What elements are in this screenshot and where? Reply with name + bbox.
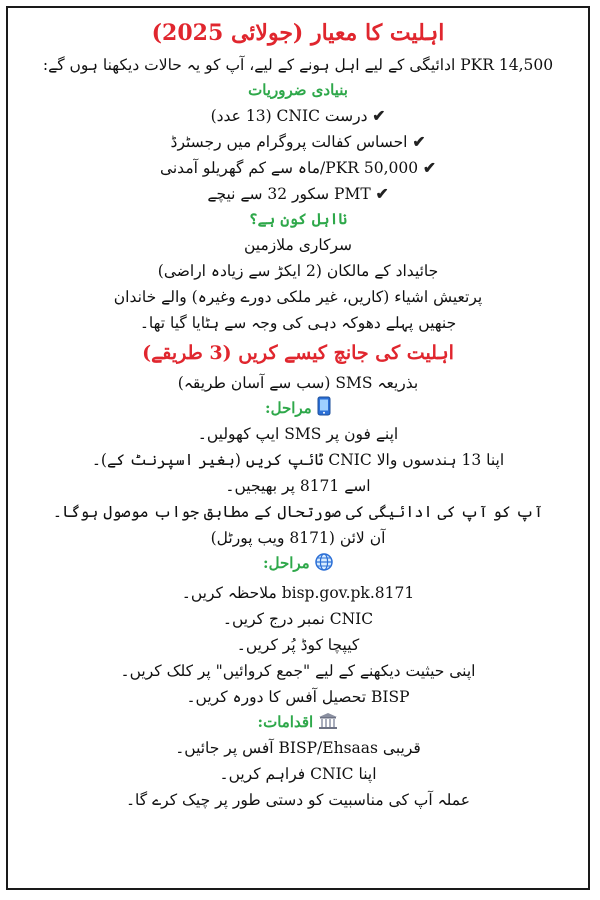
- office-building-icon: [318, 712, 338, 730]
- check-mark-icon: ✔: [372, 106, 386, 125]
- office-step: اپنا CNIC فراہم کریں۔: [219, 765, 377, 783]
- basic-item-text: احساس کفالت پروگرام میں رجسٹرڈ: [170, 133, 408, 151]
- sms-step: اپنے فون پر SMS ایپ کھولیں۔: [197, 425, 399, 443]
- office-step: عملہ آپ کی مناسبیت کو دستی طور پر چیک کرے گا۔: [125, 791, 471, 809]
- sms-steps-heading: [8, 396, 588, 421]
- ineligible-item: جنھیں پہلے دھوکہ دہی کی وجہ سے ہٹایا گیا تھا۔: [139, 314, 457, 332]
- web-step: bisp.gov.pk.8171 ملاحظہ کریں۔: [181, 584, 415, 602]
- basic-item: [8, 155, 588, 181]
- mobile-phone-icon: [317, 396, 331, 416]
- check-mark-icon: ✔: [375, 184, 389, 203]
- sms-step: آپ کو آپ کی ادائیگی کی صورتحال کے مطابق جواب موصول ہوگا۔: [52, 503, 544, 521]
- basic-item-text: PKR 50,000/ماہ سے کم گھریلو آمدنی: [159, 159, 419, 177]
- page-frame: [6, 6, 590, 890]
- globe-icon: [315, 553, 333, 571]
- web-step: اپنی حیثیت دیکھنے کے لیے "جمع کروائیں" پر کلک کریں۔: [120, 662, 476, 680]
- web-step: کیپچا کوڈ پُر کریں۔: [236, 636, 360, 654]
- ineligible-item: جائیداد کے مالکان (2 ایکڑ سے زیادہ اراضی): [157, 262, 439, 280]
- ineligible-item: پرتعیش اشیاء (کاریں، غیر ملکی دورے وغیرہ) والے خاندان: [113, 288, 483, 306]
- web-steps-heading-text: مراحل:: [263, 554, 310, 572]
- page-title: اہلیت کا معیار (جولائی 2025): [151, 20, 445, 46]
- basic-item: [8, 129, 588, 155]
- web-steps-heading: [8, 551, 588, 576]
- web-method-title: آن لائن (8171 ویب پورٹل): [210, 529, 386, 547]
- check-mark-icon: ✔: [423, 158, 437, 177]
- check-methods-heading: اہلیت کی جانچ کیسے کریں (3 طریقے): [142, 342, 454, 364]
- sms-step: اسے 8171 پر بھیجیں۔: [225, 477, 371, 495]
- sms-step: اپنا 13 ہندسوں والا CNIC ٹائپ کریں (بغیر اسپرنٹ کے)۔: [91, 451, 505, 469]
- check-mark-icon: ✔: [412, 132, 426, 151]
- ineligible-heading: نااہل کون ہے؟: [248, 210, 348, 228]
- office-steps-heading: [8, 710, 588, 735]
- web-step: BISP تحصیل آفس کا دورہ کریں۔: [186, 688, 410, 706]
- basic-item: [8, 181, 588, 207]
- ineligible-item: سرکاری ملازمین: [243, 236, 352, 254]
- sms-steps-heading-text: مراحل:: [265, 399, 312, 417]
- sms-method-title: بذریعہ SMS (سب سے آسان طریقہ): [177, 374, 419, 392]
- office-steps-heading-text: اقدامات:: [257, 713, 314, 731]
- basic-item-text: PMT سکور 32 سے نیچے: [207, 185, 371, 203]
- basic-item: [8, 103, 588, 129]
- basic-requirements-heading: بنیادی ضروریات: [248, 81, 348, 99]
- office-step: قریبی BISP/Ehsaas آفس پر جائیں۔: [175, 739, 421, 757]
- intro-text: PKR 14,500 ادائیگی کے لیے اہل ہونے کے لیے، آپ کو یہ حالات دیکھنا ہوں گے:: [42, 56, 554, 74]
- web-step: CNIC نمبر درج کریں۔: [222, 610, 374, 628]
- document-body: [8, 8, 588, 813]
- basic-item-text: درست CNIC (13 عدد): [210, 107, 368, 125]
